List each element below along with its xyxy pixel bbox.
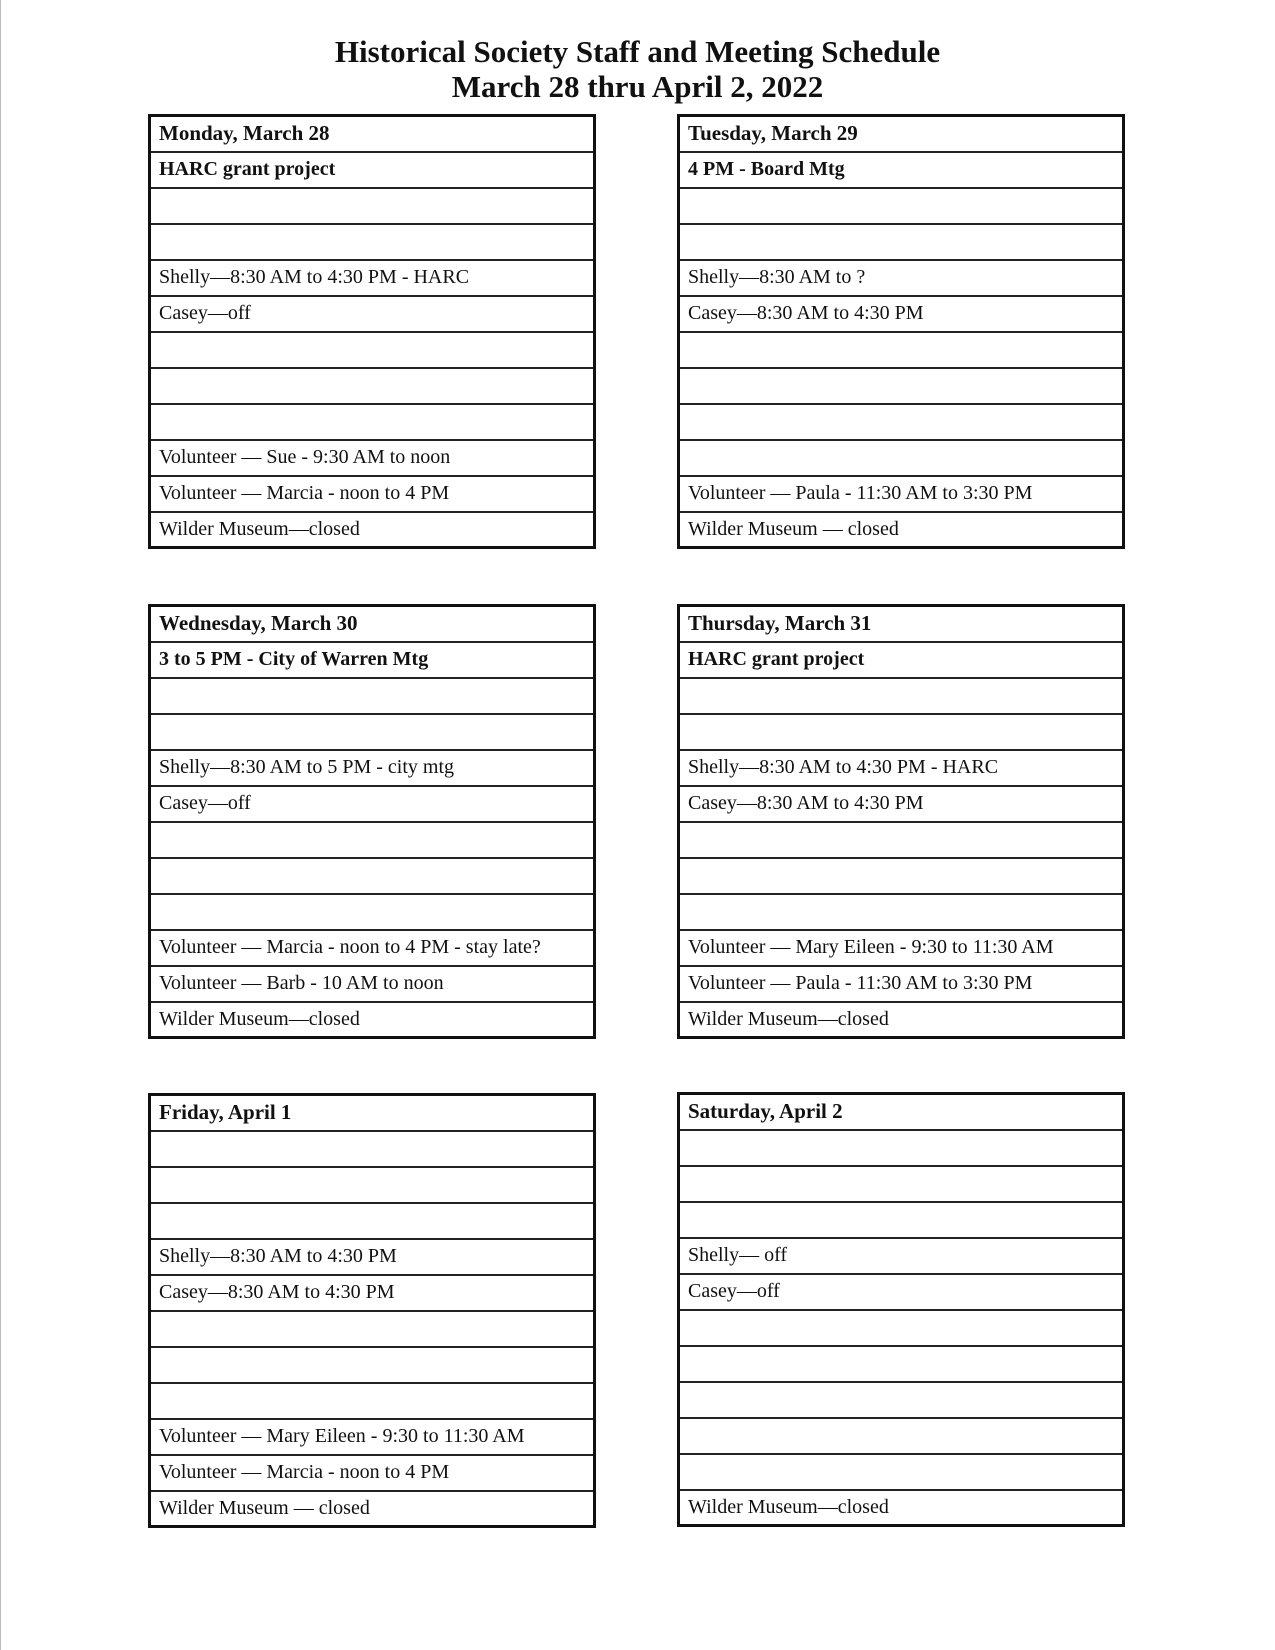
schedule-row: Shelly—8:30 AM to 4:30 PM - HARC [679,750,1124,786]
schedule-row: Casey—off [150,786,595,822]
day-header: Wednesday, March 30 [150,606,595,642]
date-range-subtitle: March 28 thru April 2, 2022 [451,69,824,104]
schedule-row: Volunteer — Mary Eileen - 9:30 to 11:30 AM [679,930,1124,966]
day-header: Saturday, April 2 [679,1094,1124,1130]
schedule-row [679,858,1124,894]
day-header: Thursday, March 31 [679,606,1124,642]
meeting-row [150,1131,595,1167]
meeting-row [679,1130,1124,1166]
schedule-row [150,1167,595,1203]
schedule-row: Casey—8:30 AM to 4:30 PM [679,786,1124,822]
schedule-row: Wilder Museum—closed [159,1007,360,1030]
schedule-row: Casey—off [679,1274,1124,1310]
schedule-row: Shelly— off [679,1238,1124,1274]
schedule-row: Volunteer — Sue - 9:30 AM to noon [150,440,595,476]
schedule-row: Wilder Museum—closed [159,517,360,540]
day-table-wednesday [148,604,596,1039]
day-table-saturday [677,1092,1125,1527]
meeting-row: 3 to 5 PM - City of Warren Mtg [150,642,595,678]
schedule-row: Volunteer — Mary Eileen - 9:30 to 11:30 AM [150,1419,595,1455]
schedule-row [679,714,1124,750]
schedule-row [150,1203,595,1239]
day-table-thursday [677,604,1125,1039]
schedule-row [150,894,595,930]
schedule-row: Volunteer — Barb - 10 AM to noon [150,966,595,1002]
schedule-row [679,224,1124,260]
schedule-row [679,822,1124,858]
schedule-row: Wilder Museum — closed [159,1496,370,1519]
schedule-row [150,188,595,224]
day-header: Monday, March 28 [150,116,595,152]
schedule-row [679,1382,1124,1418]
schedule-row [150,822,595,858]
meeting-row: HARC grant project [150,152,595,188]
schedule-row [150,1383,595,1419]
schedule-row [150,1347,595,1383]
day-header: Tuesday, March 29 [679,116,1124,152]
schedule-row [679,1166,1124,1202]
schedule-row: Volunteer — Paula - 11:30 AM to 3:30 PM [679,476,1124,512]
schedule-row [679,404,1124,440]
schedule-row [150,1311,595,1347]
schedule-row [679,1202,1124,1238]
schedule-row: Shelly—8:30 AM to ? [679,260,1124,296]
schedule-row: Volunteer — Paula - 11:30 AM to 3:30 PM [679,966,1124,1002]
page-edge [0,0,1,1650]
meeting-row: 4 PM - Board Mtg [679,152,1124,188]
schedule-row: Wilder Museum — closed [688,517,899,540]
schedule-row: Casey—8:30 AM to 4:30 PM [150,1275,595,1311]
schedule-row: Shelly—8:30 AM to 5 PM - city mtg [150,750,595,786]
schedule-row: Volunteer — Marcia - noon to 4 PM - stay late? [150,930,595,966]
schedule-row [679,894,1124,930]
schedule-row: Volunteer — Marcia - noon to 4 PM [150,1455,595,1491]
schedule-row [150,224,595,260]
day-table-monday [148,114,596,549]
schedule-row [679,1418,1124,1454]
schedule-row [679,1454,1124,1490]
schedule-row: Wilder Museum—closed [688,1007,889,1030]
schedule-row: Wilder Museum—closed [688,1495,889,1518]
page-title: Historical Society Staff and Meeting Schedule [334,34,941,69]
schedule-row: Shelly—8:30 AM to 4:30 PM [150,1239,595,1275]
schedule-row [679,1346,1124,1382]
schedule-row [679,678,1124,714]
schedule-row: Volunteer — Marcia - noon to 4 PM [150,476,595,512]
schedule-row: Casey—off [150,296,595,332]
schedule-row [150,714,595,750]
schedule-row [150,332,595,368]
schedule-row [679,332,1124,368]
schedule-row [150,858,595,894]
schedule-row [679,188,1124,224]
schedule-row [150,678,595,714]
day-header: Friday, April 1 [150,1095,595,1131]
meeting-row: HARC grant project [679,642,1124,678]
schedule-row [150,404,595,440]
schedule-row [679,1310,1124,1346]
schedule-row: Shelly—8:30 AM to 4:30 PM - HARC [150,260,595,296]
schedule-row [150,368,595,404]
day-table-tuesday [677,114,1125,549]
schedule-row [679,440,1124,476]
schedule-row: Casey—8:30 AM to 4:30 PM [679,296,1124,332]
schedule-row [679,368,1124,404]
day-table-friday [148,1093,596,1528]
